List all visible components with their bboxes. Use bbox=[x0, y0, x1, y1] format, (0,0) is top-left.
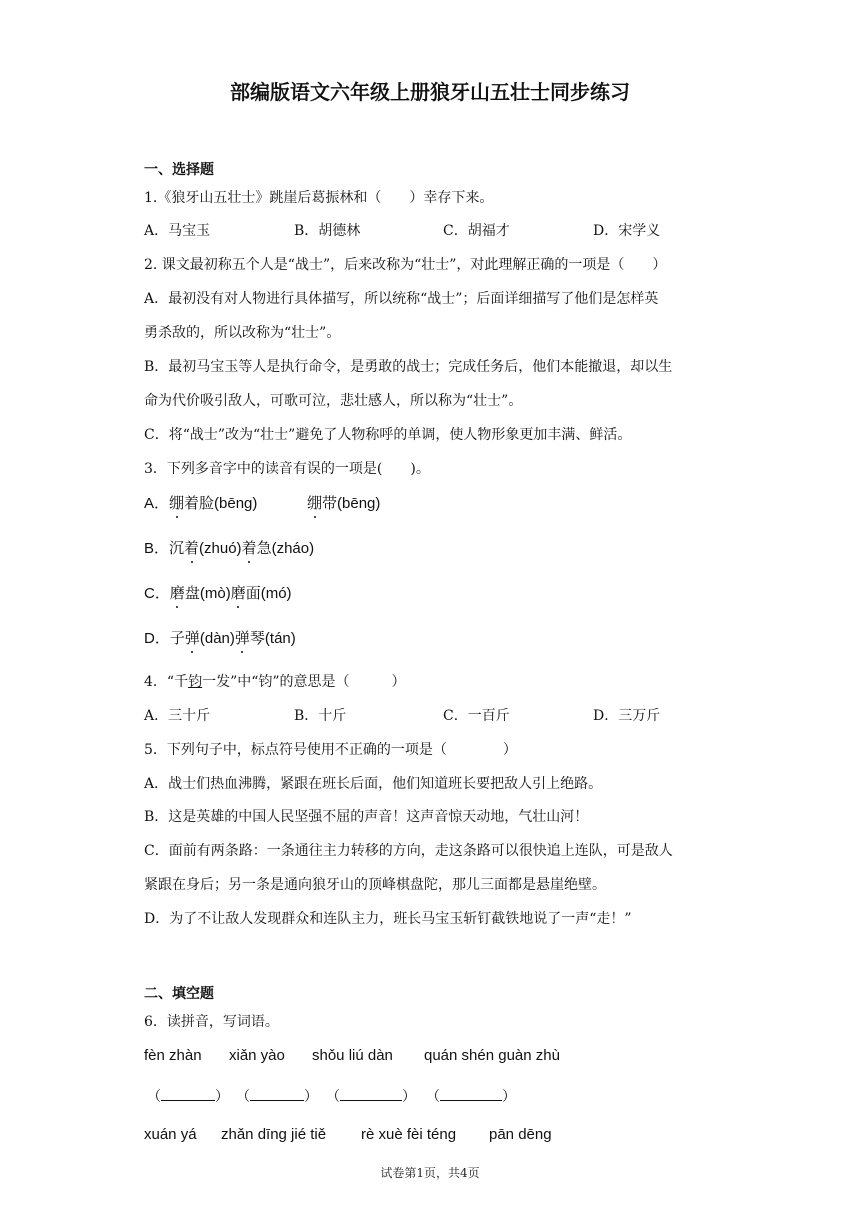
pinyin-item: rè xuè fèi téng bbox=[361, 1126, 457, 1143]
option-label: C． bbox=[144, 585, 170, 602]
option-text: (zhuó) bbox=[199, 540, 242, 557]
question-3-option-a-part1 bbox=[144, 492, 257, 513]
dotted-char: 绷 bbox=[169, 492, 184, 513]
pinyin-item: quán shén guàn zhù bbox=[424, 1047, 560, 1064]
option-label: B．沉 bbox=[144, 540, 185, 557]
answer-blank[interactable]: （ ） bbox=[426, 1089, 516, 1105]
question-1-stem: 1.《狼牙山五壮士》跳崖后葛振林和（ ）幸存下来。 bbox=[144, 190, 494, 206]
pinyin-item: xiǎn yào bbox=[229, 1047, 285, 1064]
question-2-option-b-line2: 命为代价吸引敌人，可歌可泣，悲壮感人，所以称为“壮士”。 bbox=[144, 393, 523, 409]
dotted-char: 绷 bbox=[307, 492, 322, 513]
question-3-option-b bbox=[144, 537, 314, 558]
underlined-char: 钧 bbox=[188, 674, 203, 690]
question-2-stem: 2. 课文最初称五个人是“战士”，后来改称为“壮士”，对此理解正确的一项是（ ） bbox=[144, 257, 667, 273]
pinyin-item: fèn zhàn bbox=[144, 1047, 202, 1064]
question-5-option-d: D．为了不让敌人发现群众和连队主力，班长马宝玉斩钉截铁地说了一声“走！” bbox=[144, 911, 632, 927]
question-5-option-c-line2: 紧跟在身后；另一条是通向狼牙山的顶峰棋盘陀，那儿三面都是悬崖绝壁。 bbox=[144, 877, 606, 893]
question-5-option-b: B．这是英雄的中国人民坚强不屈的声音！这声音惊天动地，气壮山河！ bbox=[144, 809, 589, 825]
option-text: (dàn) bbox=[199, 630, 235, 647]
question-3-stem: 3．下列多音字中的读音有误的一项是( )。 bbox=[144, 461, 430, 477]
question-2-option-a-line2: 勇杀敌的，所以改称为“壮士”。 bbox=[144, 325, 341, 341]
section-heading-fill-in: 二、填空题 bbox=[144, 986, 214, 1002]
question-5-option-c-line1: C．面前有两条路：一条通往主力转移的方向，走这条路可以很快追上连队，可是敌人 bbox=[144, 843, 673, 859]
answer-blank[interactable]: （ ） bbox=[326, 1089, 416, 1105]
question-2-option-a-line1: A．最初没有对人物进行具体描写，所以统称“战士”；后面详细描写了他们是怎样英 bbox=[144, 291, 659, 307]
question-1-option-a: A．马宝玉 bbox=[144, 223, 211, 239]
question-6-stem: 6．读拼音，写词语。 bbox=[144, 1014, 279, 1030]
dotted-char: 弹 bbox=[235, 627, 250, 648]
pinyin-item: xuán yá bbox=[144, 1126, 197, 1143]
option-text: 盘(mò) bbox=[184, 585, 231, 602]
question-5-stem: 5．下列句子中，标点符号使用不正确的一项是（ ） bbox=[144, 742, 517, 758]
question-4-option-c: C．一百斤 bbox=[443, 708, 510, 724]
dotted-char: 磨 bbox=[231, 582, 246, 603]
stem-text: 4．“千 bbox=[144, 674, 189, 690]
pinyin-item: zhǎn dīng jié tiě bbox=[221, 1126, 327, 1143]
question-2-option-b-line1: B．最初马宝玉等人是执行命令，是勇敢的战士；完成任务后，他们本能撤退，却以生 bbox=[144, 359, 673, 375]
dotted-char: 着 bbox=[184, 537, 199, 558]
option-label: A． bbox=[144, 495, 170, 512]
stem-text: 一发”中“钧”的意思是（ ） bbox=[202, 674, 406, 690]
pinyin-item: pān dēng bbox=[489, 1126, 552, 1143]
dotted-char: 磨 bbox=[170, 582, 185, 603]
option-text: 带(bēng) bbox=[322, 495, 381, 512]
section-heading-choice: 一、选择题 bbox=[144, 162, 214, 178]
option-text: 着脸(bēng) bbox=[184, 495, 258, 512]
question-2-option-c: C．将“战士”改为“壮士”避免了人物称呼的单调，使人物形象更加丰满、鲜活。 bbox=[144, 427, 632, 443]
question-4-option-d: D．三万斤 bbox=[593, 708, 661, 724]
option-text: 面(mó) bbox=[245, 585, 292, 602]
question-1-option-d: D．宋学义 bbox=[593, 223, 661, 239]
question-4-option-b: B．十斤 bbox=[294, 708, 347, 724]
question-4-stem bbox=[144, 671, 406, 691]
option-text: 急(zháo) bbox=[256, 540, 315, 557]
question-3-option-c bbox=[144, 582, 292, 603]
dotted-char: 着 bbox=[242, 537, 257, 558]
page-footer: 试卷第1页，共4页 bbox=[380, 1166, 480, 1180]
answer-blank[interactable]: （ ） bbox=[236, 1089, 318, 1105]
question-5-option-a: A．战士们热血沸腾，紧跟在班长后面，他们知道班长要把敌人引上绝路。 bbox=[144, 776, 603, 792]
option-label: D．子 bbox=[144, 630, 185, 647]
question-4-option-a: A．三十斤 bbox=[144, 708, 211, 724]
page-title: 部编版语文六年级上册狼牙山五壮士同步练习 bbox=[230, 80, 630, 104]
question-3-option-a-part2 bbox=[307, 492, 380, 513]
question-1-option-c: C．胡福才 bbox=[443, 223, 510, 239]
question-3-option-d bbox=[144, 627, 296, 648]
answer-blank[interactable]: （ ） bbox=[147, 1089, 229, 1105]
pinyin-item: shǒu liú dàn bbox=[312, 1047, 393, 1064]
option-text: 琴(tán) bbox=[249, 630, 296, 647]
dotted-char: 弹 bbox=[185, 627, 200, 648]
question-1-option-b: B．胡德林 bbox=[294, 223, 361, 239]
